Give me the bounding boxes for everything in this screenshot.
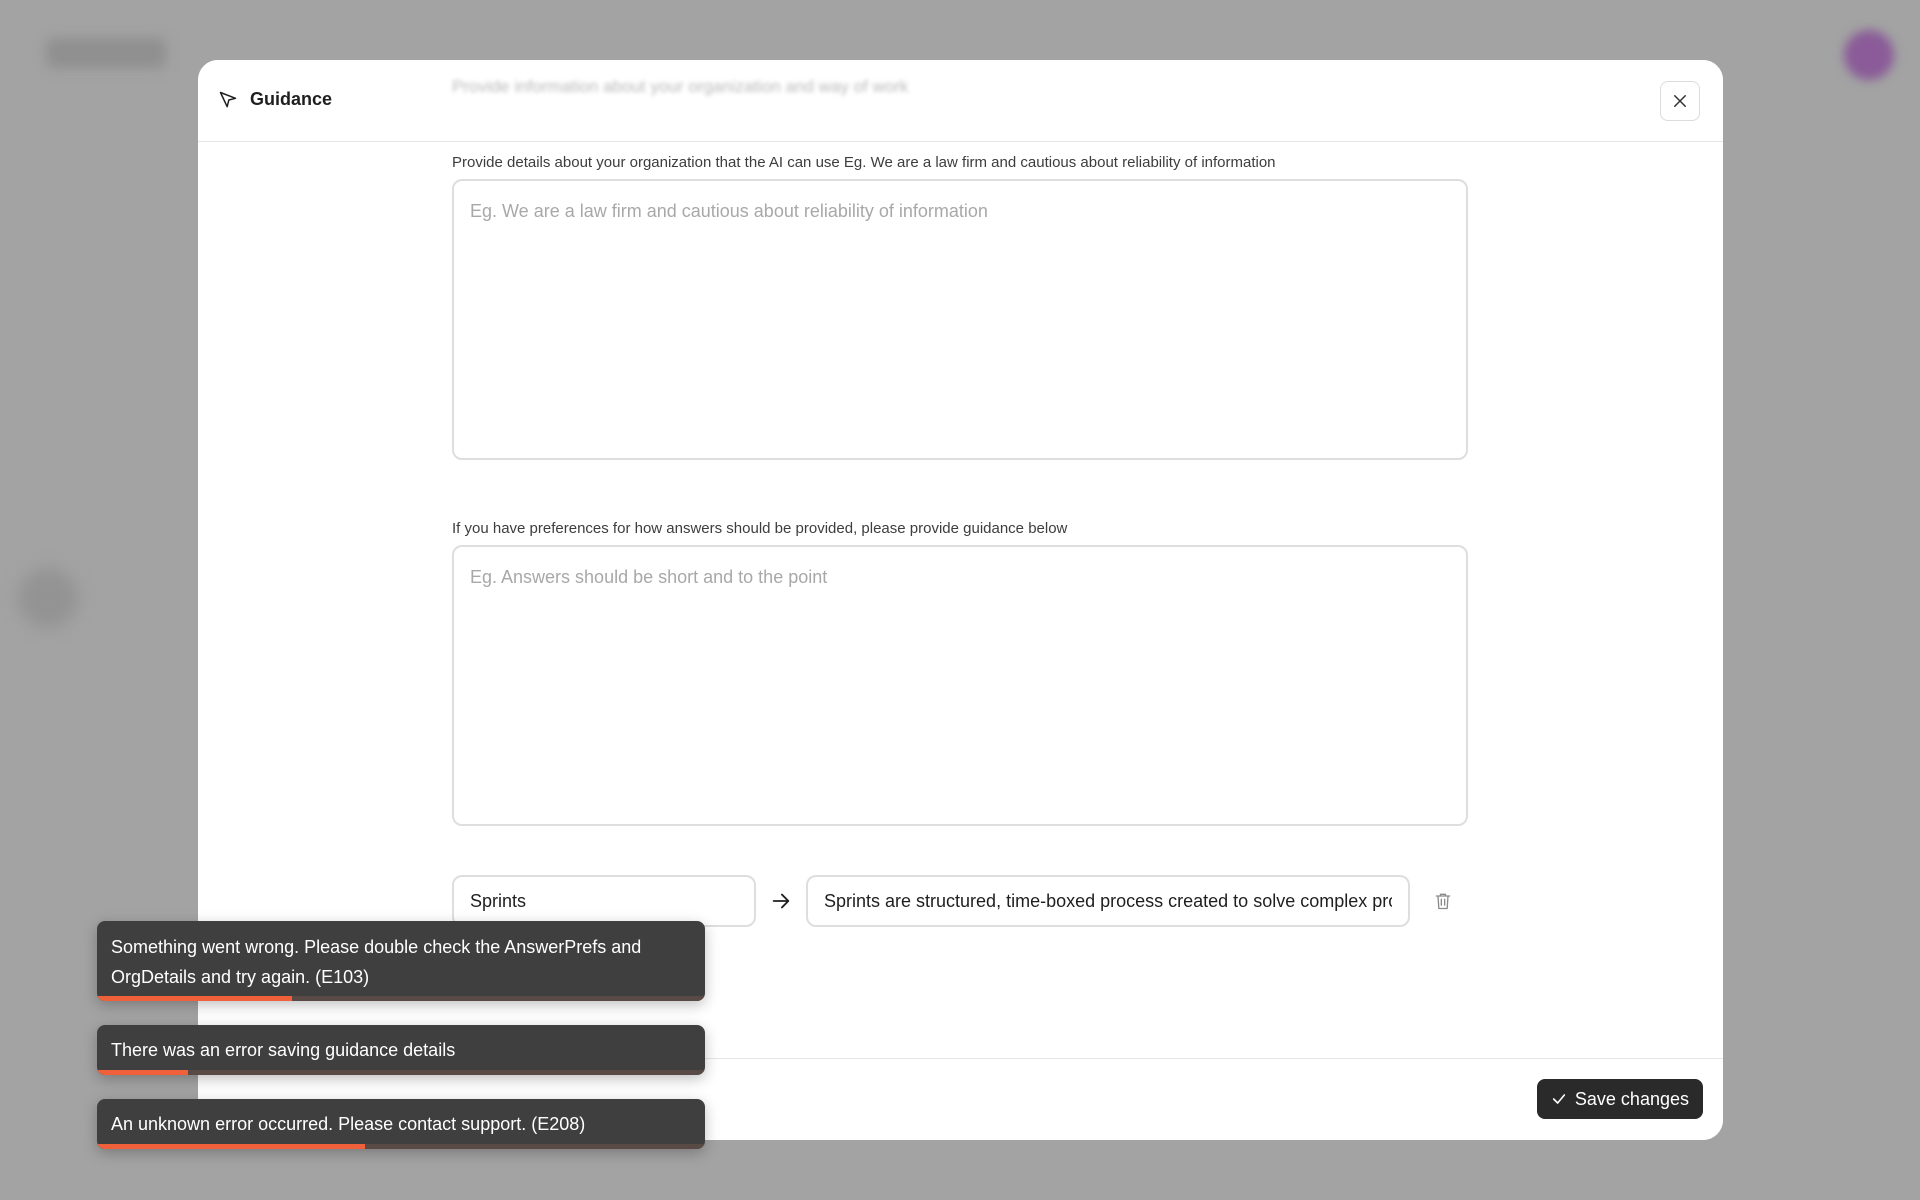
- background-logo: [46, 38, 166, 68]
- answer-prefs-textarea[interactable]: [452, 545, 1468, 826]
- error-toast[interactable]: [97, 921, 705, 1001]
- modal-title-group: [218, 89, 332, 110]
- toast-message: There was an error saving guidance details: [111, 1040, 456, 1060]
- term-row: [452, 875, 1492, 927]
- delete-term-button[interactable]: [1430, 888, 1456, 914]
- navigation-arrow-icon: [218, 90, 238, 110]
- toast-progress-bar: [97, 996, 292, 1001]
- trash-icon: [1433, 891, 1453, 911]
- toast-progress-track: [97, 996, 705, 1001]
- term-input[interactable]: [452, 875, 756, 927]
- modal-header: [198, 60, 1723, 142]
- check-icon: [1551, 1091, 1567, 1107]
- modal-title: Guidance: [250, 89, 333, 109]
- toast-progress-track: [97, 1144, 705, 1149]
- close-icon: [1671, 92, 1689, 110]
- background-element: [18, 568, 78, 628]
- error-toast[interactable]: [97, 1099, 705, 1149]
- toast-progress-bar: [97, 1144, 365, 1149]
- close-button[interactable]: [1660, 81, 1700, 121]
- toast-message: An unknown error occurred. Please contact support. (E208): [111, 1114, 586, 1134]
- arrow-right-icon: [770, 890, 792, 912]
- background-avatar: [1844, 30, 1894, 80]
- answer-prefs-label: If you have preferences for how answers should be provided, please provide guidance below: [452, 520, 1068, 537]
- header-ghost-text: Provide information about your organization and way of work: [452, 77, 909, 96]
- toast-message: Something went wrong. Please double check the AnswerPrefs and OrgDetails and try again. (E103): [111, 937, 642, 987]
- org-details-textarea[interactable]: [452, 179, 1468, 460]
- save-changes-label: Save changes: [1574, 1088, 1689, 1109]
- toast-progress-bar: [97, 1070, 188, 1075]
- org-details-label: Provide details about your organization that the AI can use Eg. We are a law firm and cautious about reliability of information: [452, 154, 1276, 171]
- save-changes-button[interactable]: [1537, 1079, 1703, 1119]
- definition-input[interactable]: [806, 875, 1410, 927]
- toast-progress-track: [97, 1070, 705, 1075]
- error-toast[interactable]: [97, 1025, 705, 1075]
